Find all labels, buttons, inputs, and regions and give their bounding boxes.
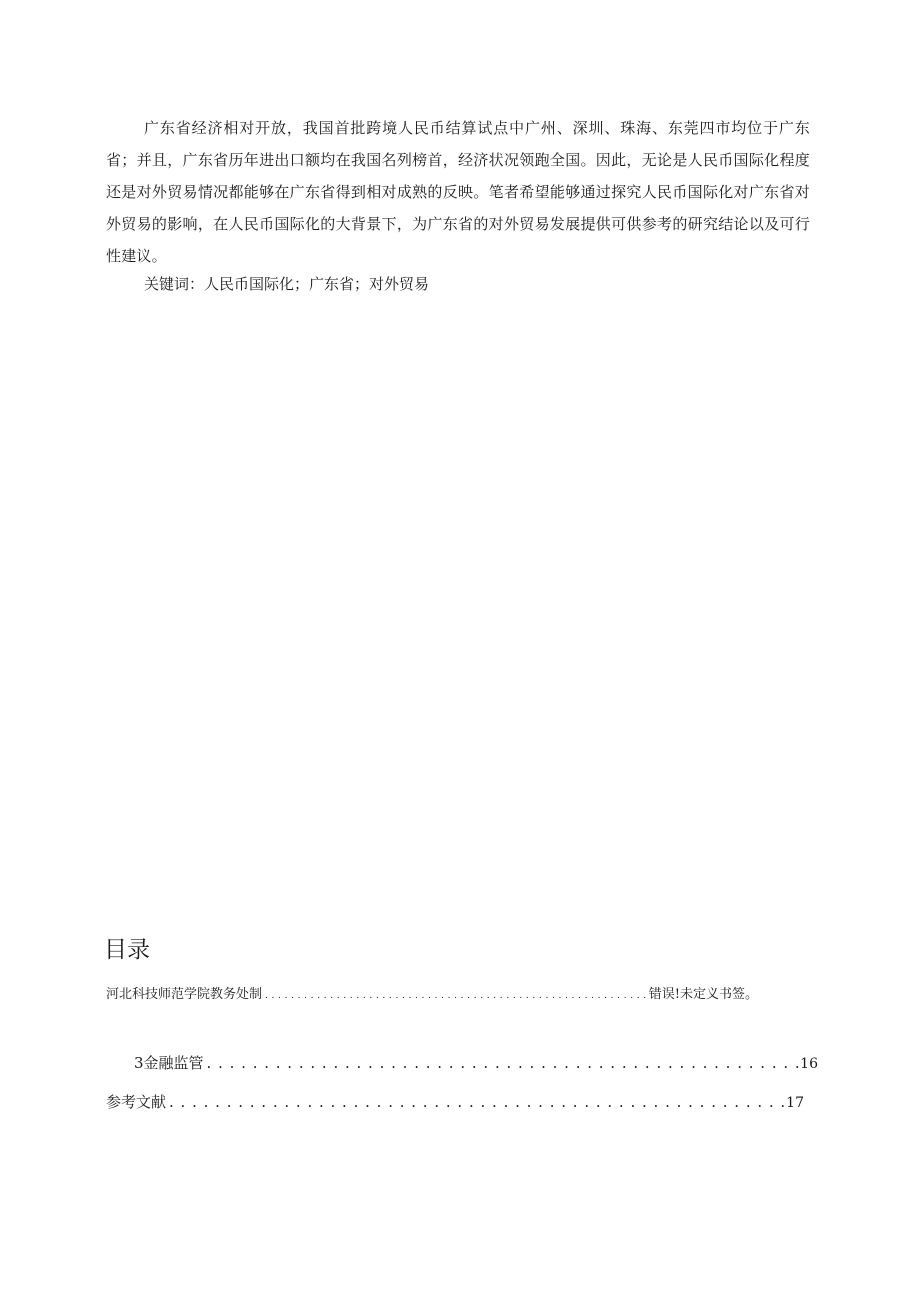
abstract-paragraph: 广东省经济相对开放，我国首批跨境人民币结算试点中广州、深圳、珠海、东莞四市均位于广东省；并且，广东省历年进出口额均在我国名列榜首，经济状况领跑全国。因此，无论是人民币国际化程度还是对外贸易情况都能够在广东省得到相对成熟的反映。笔者希望能够通过探究人民币国际化对广东省对外贸易的影响，在人民币国际化的大背景下，为广东省的对外贸易发展提供可供参考的研究结论以及可行性建议。 <box>106 119 810 265</box>
toc-entry[interactable] <box>106 1089 804 1116</box>
toc-entry-title: 3金融监管 <box>134 1054 204 1072</box>
toc-entry-page: 16 <box>800 1056 818 1072</box>
toc-entry[interactable] <box>134 1050 818 1077</box>
toc-entry-page: 17 <box>786 1095 804 1111</box>
toc-entry-title: 参考文献 <box>106 1093 167 1111</box>
toc-entry-title: 河北科技师范学院教务处制 <box>106 987 263 1002</box>
keywords-line: 关键词：人民币国际化；广东省；对外贸易 <box>144 275 430 293</box>
toc-heading: 目录 <box>104 937 150 963</box>
toc-entry[interactable] <box>106 984 758 1007</box>
toc-leader-dots <box>204 1050 801 1076</box>
toc-entry-page: 错误!未定义书签。 <box>648 987 758 1002</box>
toc-leader-dots <box>262 985 649 1007</box>
toc-leader-dots <box>166 1089 786 1115</box>
